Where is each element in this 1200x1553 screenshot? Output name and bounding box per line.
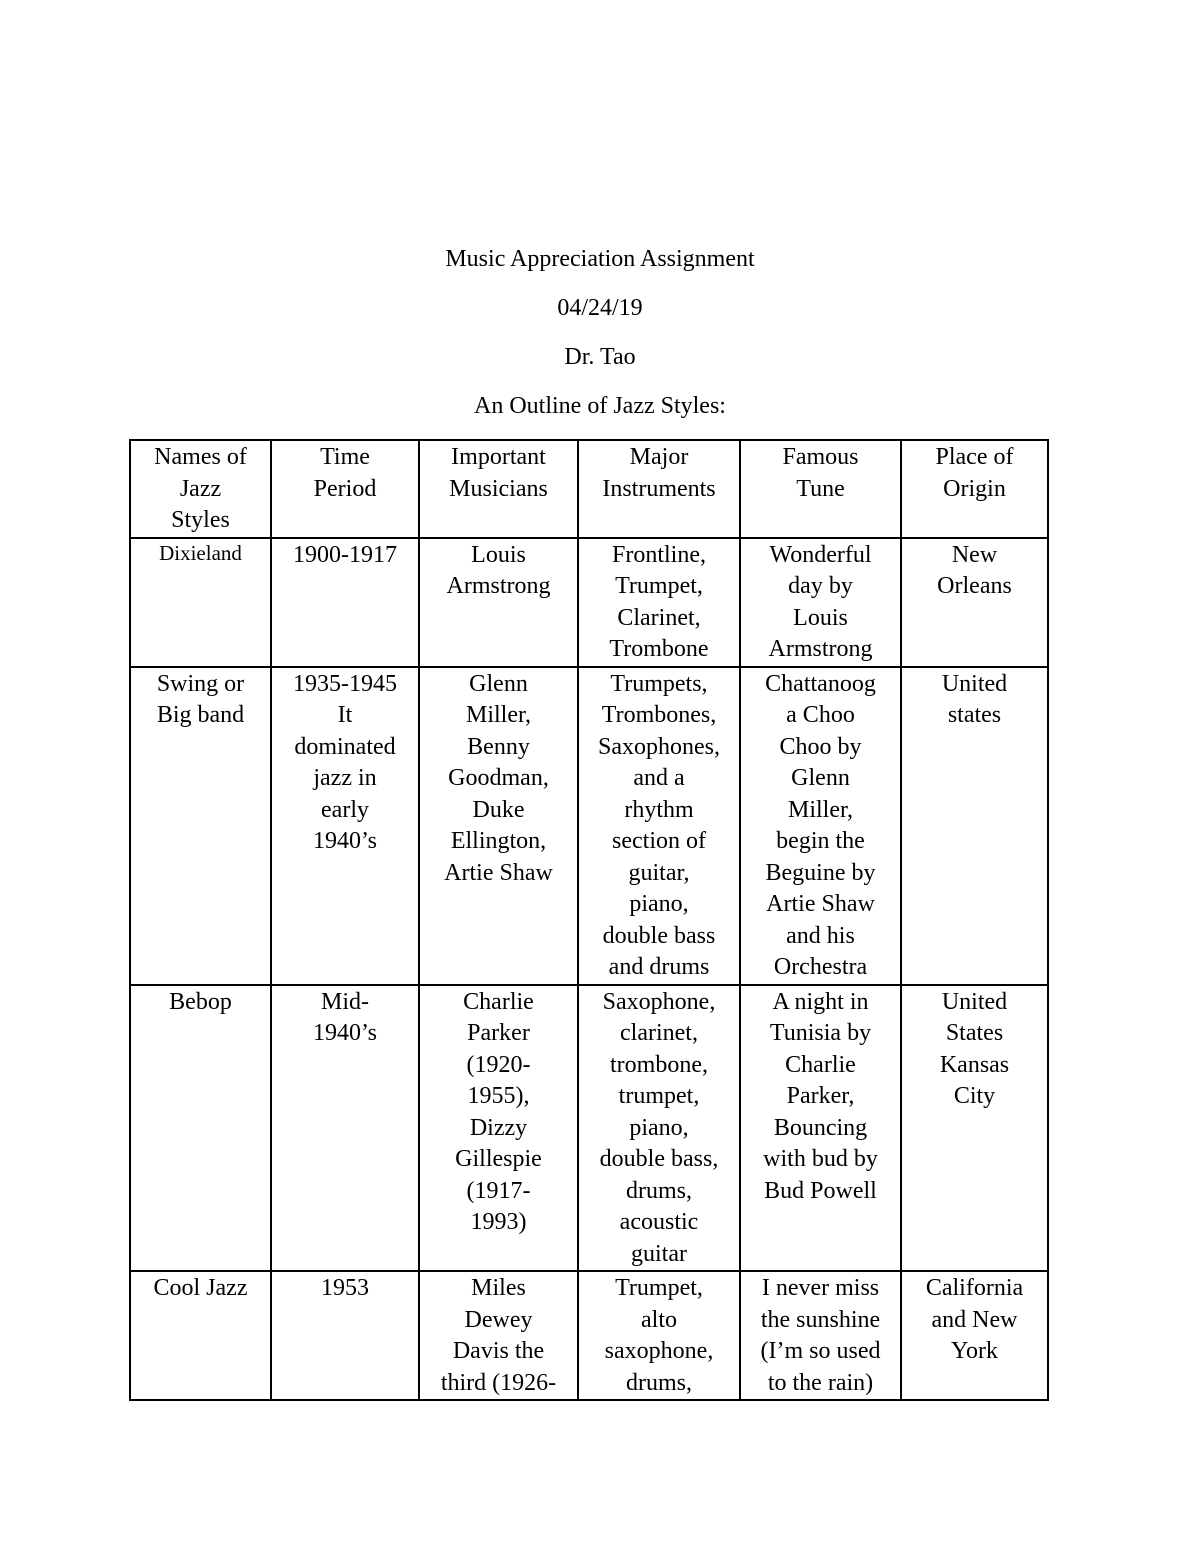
origin-cell: United states: [901, 667, 1048, 985]
musicians-cell: Miles Dewey Davis the third (1926-: [419, 1271, 578, 1400]
outline-heading: An Outline of Jazz Styles:: [474, 393, 726, 419]
column-header-time-period: Time Period: [271, 440, 419, 538]
famous-tune-cell: A night in Tunisia by Charlie Parker, Bouncing with bud by Bud Powell: [740, 985, 901, 1272]
jazz-styles-table: [129, 439, 1049, 1401]
famous-tune-cell: I never miss the sunshine (I’m so used to the rain): [740, 1271, 901, 1400]
style-name-cell: Cool Jazz: [130, 1271, 271, 1400]
document-date: 04/24/19: [557, 295, 643, 321]
document-title: Music Appreciation Assignment: [445, 246, 755, 272]
column-header-style-name: Names of Jazz Styles: [130, 440, 271, 538]
time-period-cell: 1935-1945 It dominated jazz in early 1940’s: [271, 667, 419, 985]
column-header-famous-tune: Famous Tune: [740, 440, 901, 538]
table-row: [130, 667, 1048, 985]
style-name-cell: Bebop: [130, 985, 271, 1272]
table-row: [130, 538, 1048, 667]
musicians-cell: Louis Armstrong: [419, 538, 578, 667]
instruments-cell: Frontline, Trumpet, Clarinet, Trombone: [578, 538, 740, 667]
table-row: [130, 1271, 1048, 1400]
column-header-instruments: Major Instruments: [578, 440, 740, 538]
column-header-musicians: Important Musicians: [419, 440, 578, 538]
time-period-cell: 1953: [271, 1271, 419, 1400]
origin-cell: New Orleans: [901, 538, 1048, 667]
origin-cell: California and New York: [901, 1271, 1048, 1400]
time-period-cell: 1900-1917: [271, 538, 419, 667]
table-row: [130, 985, 1048, 1272]
style-name-cell: Dixieland: [130, 538, 271, 667]
origin-cell: United States Kansas City: [901, 985, 1048, 1272]
famous-tune-cell: Wonderful day by Louis Armstrong: [740, 538, 901, 667]
musicians-cell: Glenn Miller, Benny Goodman, Duke Ellington, Artie Shaw: [419, 667, 578, 985]
musicians-cell: Charlie Parker (1920- 1955), Dizzy Gillespie (1917- 1993): [419, 985, 578, 1272]
instruments-cell: Trumpets, Trombones, Saxophones, and a rhythm section of guitar, piano, double bass and drums: [578, 667, 740, 985]
style-name-cell: Swing or Big band: [130, 667, 271, 985]
instruments-cell: Trumpet, alto saxophone, drums,: [578, 1271, 740, 1400]
table-header-row: [130, 440, 1048, 538]
column-header-origin: Place of Origin: [901, 440, 1048, 538]
instruments-cell: Saxophone, clarinet, trombone, trumpet, piano, double bass, drums, acoustic guitar: [578, 985, 740, 1272]
time-period-cell: Mid- 1940’s: [271, 985, 419, 1272]
instructor-name: Dr. Tao: [564, 344, 636, 370]
famous-tune-cell: Chattanoog a Choo Choo by Glenn Miller, begin the Beguine by Artie Shaw and his Orchestra: [740, 667, 901, 985]
